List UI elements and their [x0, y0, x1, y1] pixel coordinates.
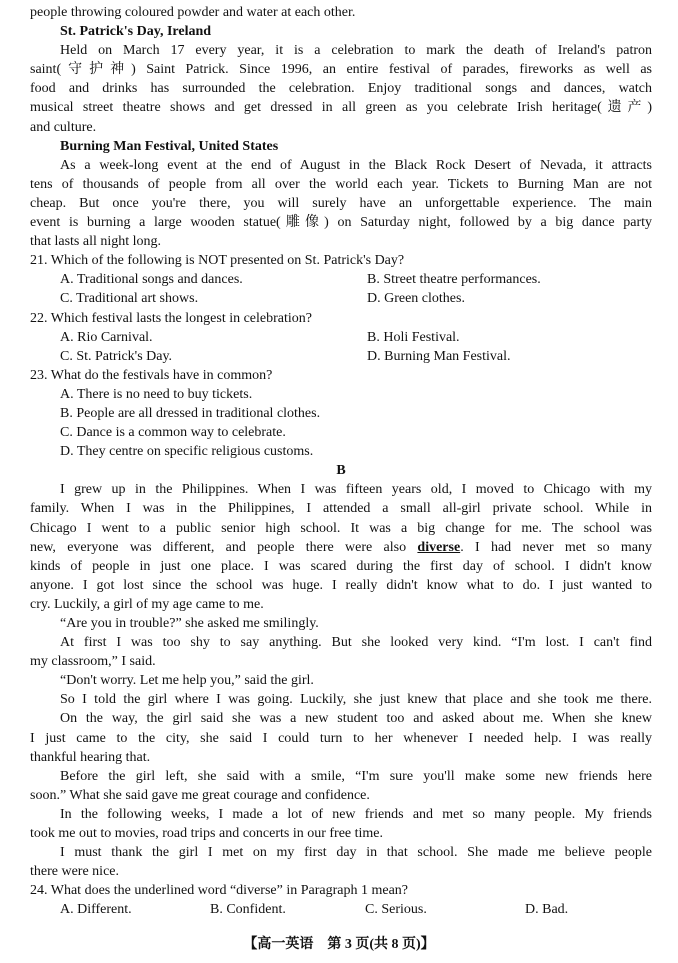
passage-text-line: I must thank the girl I met on my first day in that school. She made me believe people — [60, 845, 652, 861]
option-a[interactable]: A. There is no need to buy tickets. — [60, 386, 253, 402]
option-c[interactable]: C. Traditional art shows. — [60, 291, 199, 307]
question-23-stem: 23. What do the festivals have in common? — [30, 367, 273, 383]
question-21-options-row — [30, 270, 652, 289]
page-footer: 【高一英语 第 3 页(共 8 页)】 — [243, 937, 435, 952]
question-24-stem: 24. What does the underlined word “diverse” in Paragraph 1 mean? — [30, 883, 408, 899]
option-d[interactable]: D. Green clothes. — [367, 291, 465, 307]
question-24-options-row — [30, 900, 652, 919]
option-b[interactable]: B. Street theatre performances. — [367, 272, 541, 288]
passage-text-line: “Don't worry. Let me help you,” said the girl. — [60, 673, 314, 689]
option-c[interactable]: C. Dance is a common way to celebrate. — [60, 425, 286, 441]
passage-text-line: Held on March 17 every year, it is a celebration to mark the death of Ireland's patron — [60, 43, 652, 59]
passage-text-line: Before the girl left, she said with a smile, “I'm sure you'll make some new friends here — [60, 768, 652, 784]
section-heading-st-patricks-day: St. Patrick's Day, Ireland — [60, 24, 212, 40]
underlined-word-diverse: diverse — [417, 539, 461, 555]
passage-text-line: So I told the girl where I was going. Luckily, she just knew that place and she took me there. — [60, 692, 652, 708]
passage-text-line: my classroom,” I said. — [30, 654, 156, 670]
text-segment: new, everyone was different, and people there were also — [30, 539, 407, 555]
passage-text-line: In the following weeks, I made a lot of new friends and met so many people. My friends — [60, 806, 652, 822]
passage-text-line — [30, 538, 652, 557]
question-22-options-row — [30, 347, 652, 366]
option-b[interactable]: B. Confident. — [210, 902, 286, 918]
passage-text-line: took me out to movies, road trips and concerts in our free time. — [30, 826, 384, 842]
option-d[interactable]: D. Bad. — [525, 902, 569, 918]
option-c[interactable]: C. Serious. — [365, 902, 427, 918]
option-c[interactable]: C. St. Patrick's Day. — [60, 348, 173, 364]
option-d[interactable]: D. Burning Man Festival. — [367, 348, 511, 364]
passage-text-line: I just came to the city, she said I could turn to her whenever I needed help. I was really — [30, 730, 652, 746]
section-heading-burning-man: Burning Man Festival, United States — [60, 138, 279, 154]
question-21-stem: 21. Which of the following is NOT presented on St. Patrick's Day? — [30, 253, 405, 269]
text-segment: . I had never met so many — [460, 539, 653, 555]
passage-text-line: thankful hearing that. — [30, 749, 151, 765]
passage-text-line: anyone. I got lost since the school was huge. I really didn't know what to do. I just wanted to — [30, 577, 652, 593]
passage-text-line: As a week-long event at the end of August in the Black Rock Desert of Nevada, it attracts — [60, 157, 652, 173]
passage-text-line: food and drinks has surrounded the celebration. Enjoy traditional songs and dances, watch — [30, 81, 652, 97]
passage-text-line: there were nice. — [30, 864, 119, 880]
passage-text-line: soon.” What she said gave me great courage and confidence. — [30, 787, 370, 803]
passage-text-line: Chicago I went to a public senior high school. It was a big change for me. The school was — [30, 520, 652, 536]
passage-text-line: musical street theatre shows and get dressed in all green as you celebrate Irish heritage(遗产) — [30, 100, 652, 116]
passage-text-line: kinds of people in just one place. I was scared during the first day of school. I didn't know — [30, 558, 652, 574]
passage-text-line: family. When I was in the Philippines, I attended a small all-girl private school. While in — [30, 501, 652, 517]
passage-text-line: that lasts all night long. — [30, 234, 162, 250]
option-a[interactable]: A. Different. — [60, 902, 132, 918]
passage-text-line: event is burning a large wooden statue(雕像) on Saturday night, followed by a big dance party — [30, 215, 652, 231]
question-22-options-row — [30, 328, 652, 347]
passage-text-line: people throwing coloured powder and water at each other. — [30, 5, 356, 20]
option-a[interactable]: A. Traditional songs and dances. — [60, 272, 243, 288]
passage-text-line: “Are you in trouble?” she asked me smilingly. — [60, 616, 319, 631]
passage-text-line: At first I was too shy to say anything. But she looked very kind. “I'm lost. I can't find — [60, 635, 652, 651]
question-21-options-row — [30, 289, 652, 308]
page-content — [30, 3, 652, 920]
question-22-stem: 22. Which festival lasts the longest in celebration? — [30, 310, 312, 326]
option-b[interactable]: B. Holi Festival. — [367, 329, 460, 345]
passage-text-line: I grew up in the Philippines. When I was fifteen years old, I moved to Chicago with my — [60, 482, 652, 498]
option-a[interactable]: A. Rio Carnival. — [60, 329, 153, 345]
passage-text-line: saint(守护神) Saint Patrick. Since 1996, an entire festival of parades, fireworks as well as — [30, 62, 652, 78]
passage-text-line: cheap. But once you're there, you will surely have an unforgettable experience. The main — [30, 195, 652, 211]
passage-text-line: cry. Luckily, a girl of my age came to me. — [30, 596, 264, 612]
passage-text-line: On the way, the girl said she was a new student too and asked about me. When she knew — [60, 711, 652, 727]
option-b[interactable]: B. People are all dressed in traditional clothes. — [60, 405, 321, 421]
passage-text-line: tens of thousands of people from all over the world each year. Tickets to Burning Man are not — [30, 176, 652, 192]
passage-b-heading: B — [336, 463, 346, 479]
option-d[interactable]: D. They centre on specific religious customs. — [60, 444, 314, 460]
passage-text-line: and culture. — [30, 119, 97, 135]
